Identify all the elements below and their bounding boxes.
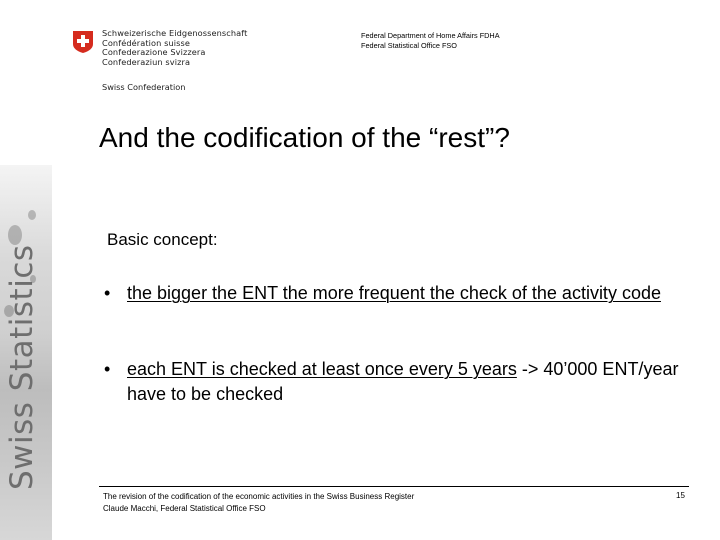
bullet-dot: • <box>104 359 111 379</box>
swiss-statistics-label: Swiss Statistics <box>4 244 40 490</box>
confederation-line: Confederaziun svizra <box>102 56 191 67</box>
concept-heading: Basic concept: <box>107 230 218 249</box>
footer-divider <box>99 486 689 487</box>
confederation-line: Confédération suisse <box>102 37 191 48</box>
slide-title: And the codification of the “rest”? <box>99 122 510 153</box>
footer-text <box>103 491 414 515</box>
department-block <box>361 31 500 51</box>
confederation-names <box>102 29 247 67</box>
bullet-underlined-text: each ENT is checked at least once every 5 years <box>127 359 517 379</box>
department-name: Federal Department of Home Affairs FDHA <box>361 31 500 40</box>
confederation-line: Confederazione Svizzera <box>102 47 206 58</box>
confederation-line: Schweizerische Eidgenossenschaft <box>102 28 248 38</box>
bullet-dot: • <box>104 283 111 303</box>
office-name: Federal Statistical Office FSO <box>361 41 457 50</box>
bullet-underlined-text: the bigger the ENT the more frequent the check of the activity code <box>127 283 661 303</box>
bullet-rest-text: -> 40’000 ENT/year have to be checked <box>127 359 679 404</box>
footer-line-2: Claude Macchi, Federal Statistical Office FSO <box>103 504 266 513</box>
page-number: 15 <box>676 491 685 500</box>
confederation-english: Swiss Confederation <box>102 82 186 92</box>
footer-line-1: The revision of the codification of the economic activities in the Swiss Business Register <box>103 492 415 501</box>
swiss-flag-icon <box>72 30 94 54</box>
